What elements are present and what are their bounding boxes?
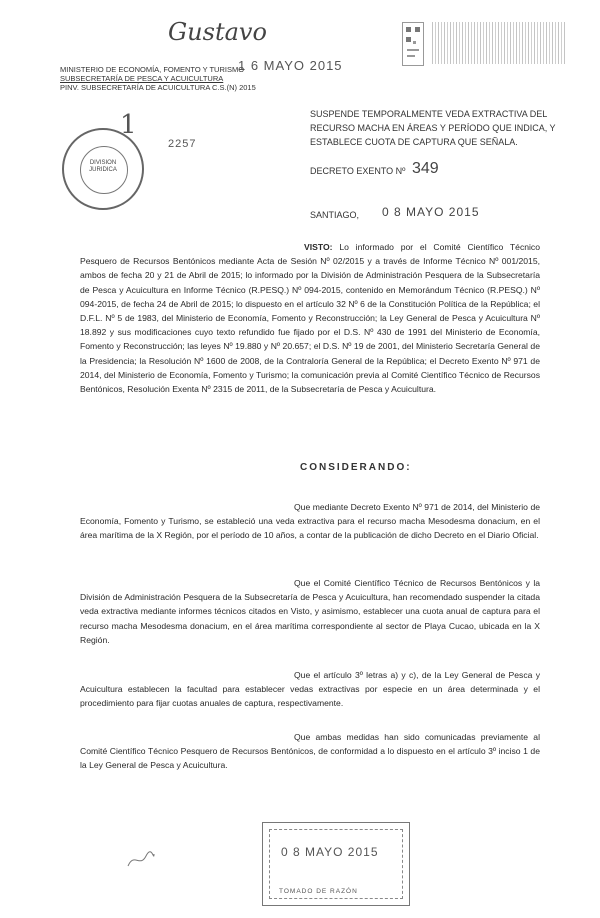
decreto-number: 349 [412, 160, 439, 177]
stamp-date: 0 8 MAYO 2015 [281, 845, 379, 859]
header-ministry: MINISTERIO DE ECONOMÍA, FOMENTO Y TURISMO [60, 65, 245, 74]
santiago-date: 0 8 MAYO 2015 [382, 205, 480, 219]
considerando-3-body: Pesca y Acuicultura establecen la facultad para establecer vedas extractivas por especie en un área determinada y el procedimiento para fijar cuotas anuales de captura, respectivamente. [80, 670, 541, 709]
considerando-3 [80, 668, 540, 711]
visto-text: Lo informado por el Comité Científico Técnico Pesquero de Recursos Bentónicos mediante Acta de Sesión Nº 02/2015 y a través de Informe Técnico Nº 001/2015, ambos de fecha 20 y 21 de Abril de 2015; lo informado por la División de Administración Pesquera de la Subsecretaría de Pesca y Acuicultura en Informe Técnico (R.PESQ.) Nº 094-2015, contenido en Memorándum Técnico (R.PESQ.) Nº 094-2015, de fecha 24 de Abril de 2015; lo dispuesto en el artículo 32 Nº 6 de la Constitución Política de la República; el D.F.L. Nº 5 de 1983, del Ministerio de Economía, Fomento y Reconstrucción; la Ley General de Pesca y Acuicultura Nº 18.892 y sus modificaciones cuyo texto refundido fue fijado por el D.S. Nº 430 de 1991 del Ministerio de Economía, Fomento y Reconstrucción; las leyes Nº 19.880 y Nº 20.657; el D.S. Nº 19 de 2001, del Ministerio Secretaría General de la Presidencia; la Resolución Nº 1600 de 2008, de la Contraloría General de la República; el Decreto Exento Nº 971 de 2014, del Ministerio de Economía, Fomento y Turismo; la comunicación previa al Comité Científico Técnico de Recursos Bentónicos, Resolución Exenta Nº 2315 de 2011, de la Subsecretaría de Pesca y Acuicultura. [80, 242, 541, 395]
handwritten-signature: Gustavo [168, 18, 267, 46]
considerando-1-body: Ministerio de Economía, Fomento y Turismo, se estableció una veda extractiva para el recurso macha Mesodesma donacium, en el área marítima de la X Región, por el período de 10 años, a contar de la publicación de dicho Decreto en el Diario Oficial. [80, 502, 541, 541]
considerando-4-body: previamente al Comité Científico Técnico Pesquero de Recursos Bentónicos, de conformidad a lo dispuesto en el artículo 3º inciso 1 de la Ley General de Pesca y Acuicultura. [80, 732, 540, 771]
considerando-2-body: Bentónicos y la División de Administración Pesquera de la Subsecretaría de Pesca y Acuicultura, han recomendado suspender la citada veda extractiva mediante informes técnicos citados en Visto, y asimismo, establecer una cuota anual de captura para el recurso macha Mesodesma donacium, en el área marítima correspondiente al sector de Playa Cucao, ubicada en la X Región. [80, 578, 541, 645]
considerando-3-lead: Que el artículo 3º letras a) y c), de la Ley General de [294, 670, 506, 680]
visto-label: VISTO: [304, 242, 333, 252]
stamp-footer: TOMADO DE RAZÓN [279, 888, 358, 895]
considerando-4-lead: Que ambas medidas han sido comunicadas [294, 732, 476, 742]
qr-code-icon [402, 22, 424, 66]
document-subject: SUSPENDE TEMPORALMENTE VEDA EXTRACTIVA DEL RECURSO MACHA EN ÁREAS Y PERÍODO QUE INDICA, Y ESTABLECE CUOTA DE CAPTURA QUE SEÑALA. [310, 109, 556, 147]
considerando-1-lead: Que mediante Decreto Exento Nº 971 de 2014, del [294, 502, 489, 512]
seal-line-1: DIVISION [89, 160, 117, 166]
considerando-heading: CONSIDERANDO: [300, 462, 412, 473]
margin-number: 2257 [168, 138, 197, 150]
considerando-2-lead: Que el Comité Científico Técnico de Recursos [294, 578, 477, 588]
considerando-1 [80, 500, 540, 543]
decreto-label: DECRETO EXENTO Nº [310, 166, 406, 176]
considerando-4 [80, 730, 540, 773]
visto-paragraph [80, 240, 540, 396]
header-subsecretaria: SUBSECRETARÍA DE PESCA Y ACUICULTURA [60, 74, 224, 83]
seal-line-2: JURIDICA [89, 167, 117, 173]
seal-text [64, 160, 142, 174]
barcode-icon [432, 22, 567, 64]
division-juridica-seal [62, 128, 144, 210]
santiago-label: SANTIAGO, [310, 210, 360, 220]
scribble-icon [126, 848, 156, 875]
margin-mark: 1 [120, 110, 137, 140]
toma-razon-stamp [262, 822, 410, 906]
header-subline: PINV. SUBSECRETARÍA DE ACUICULTURA C.S.(N) 2015 [60, 83, 256, 92]
received-stamp-date: 1 6 MAYO 2015 [238, 58, 343, 73]
considerando-2 [80, 576, 540, 647]
